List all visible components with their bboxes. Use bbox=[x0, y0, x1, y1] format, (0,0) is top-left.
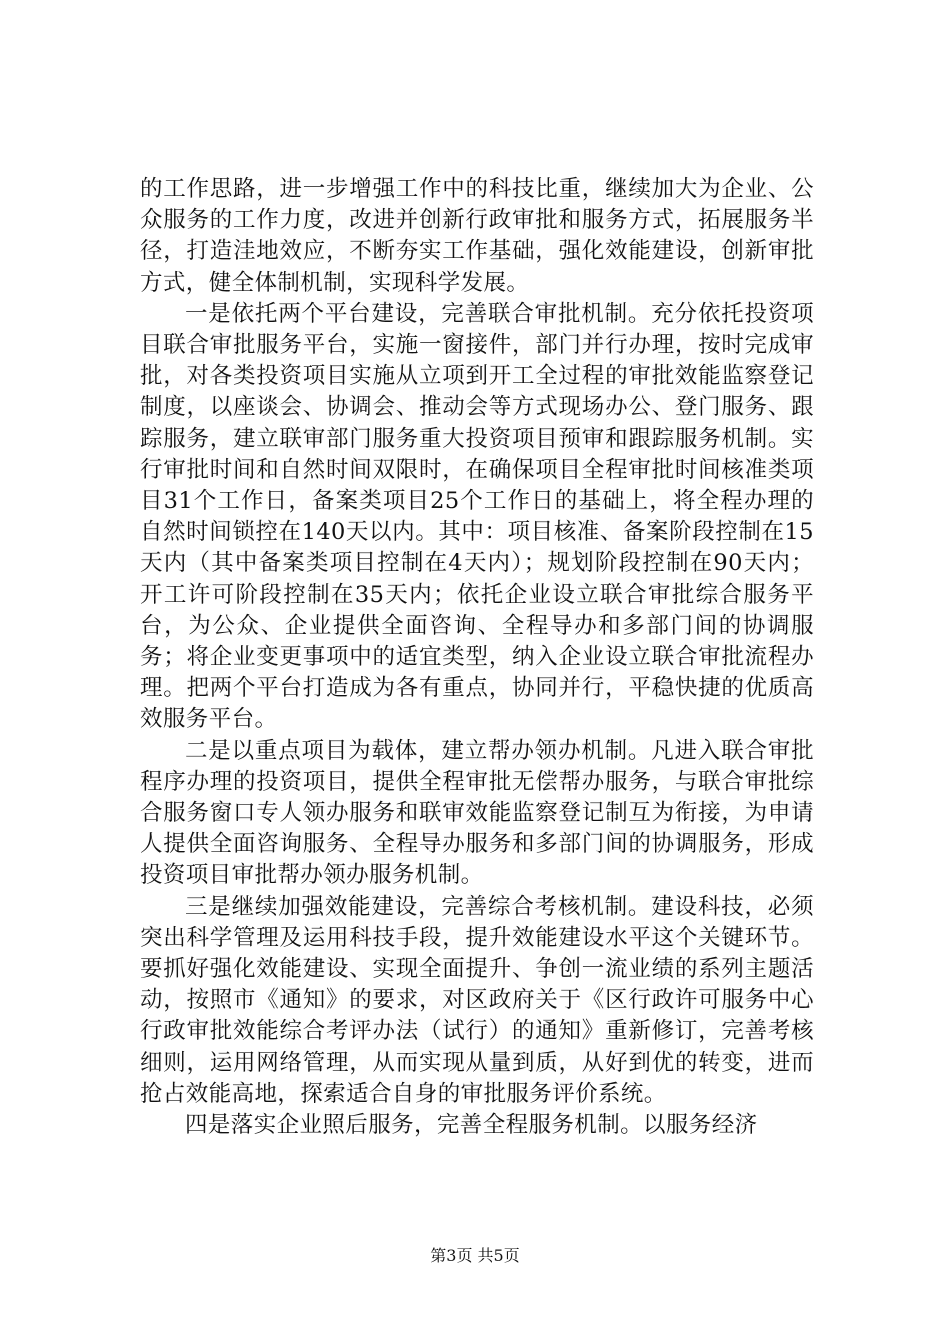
paragraph-platform-construction: 一是依托两个平台建设，完善联合审批机制。充分依托投资项目联合审批服务平台，实施一窗接件，部门并行办理，按时完成审批，对各类投资项目实施从立项到开工全过程的审批效能监察登记制度，以座谈会、协调会、推动会等方式现场办公、登门服务、跟踪服务，建立联审部门服务重大投资项目预审和跟踪服务机制。实行审批时间和自然时间双限时，在确保项目全程审批时间核准类项目31个工作日，备案类项目25个工作日的基础上，将全程办理的自然时间锁控在140天以内。其中：项目核准、备案阶段控制在15天内（其中备案类项目控制在4天内）；规划阶段控制在90天内；开工许可阶段控制在35天内；依托企业设立联合审批综合服务平台，为公众、企业提供全面咨询、全程导办和多部门间的协调服务；将企业变更事项中的适宜类型，纳入企业设立联合审批流程办理。把两个平台打造成为各有重点，协同并行，平稳快捷的优质高效服务平台。 bbox=[140, 300, 814, 733]
paragraph-continuation: 的工作思路，进一步增强工作中的科技比重，继续加大为企业、公众服务的工作力度，改进并创新行政审批和服务方式，拓展服务半径，打造洼地效应，不断夯实工作基础，强化效能建设，创新审批方式，健全体制机制，实现科学发展。 bbox=[140, 176, 814, 296]
document-body bbox=[140, 174, 814, 1141]
paragraph-enterprise-service: 四是落实企业照后服务，完善全程服务机制。以服务经济 bbox=[185, 1112, 758, 1139]
paragraph-efficiency-building: 三是继续加强效能建设，完善综合考核机制。建设科技，必须突出科学管理及运用科技手段，提升效能建设水平这个关键环节。要抓好强化效能建设、实现全面提升、争创一流业绩的系列主题活动，按照市《通知》的要求，对区政府关于《区行政许可服务中心行政审批效能综合考评办法（试行）的通知》重新修订，完善考核细则，运用网络管理，从而实现从量到质，从好到优的转变，进而抢占效能高地，探索适合自身的审批服务评价系统。 bbox=[140, 893, 814, 1107]
page-number-footer: 第3页 共5页 bbox=[430, 1246, 520, 1265]
paragraph-key-projects: 二是以重点项目为载体，建立帮办领办机制。凡进入联合审批程序办理的投资项目，提供全程审批无偿帮办服务，与联合审批综合服务窗口专人领办服务和联审效能监察登记制互为衔接，为申请人提供全面咨询服务、全程导办服务和多部门间的协调服务，形成投资项目审批帮办领办服务机制。 bbox=[140, 737, 814, 889]
